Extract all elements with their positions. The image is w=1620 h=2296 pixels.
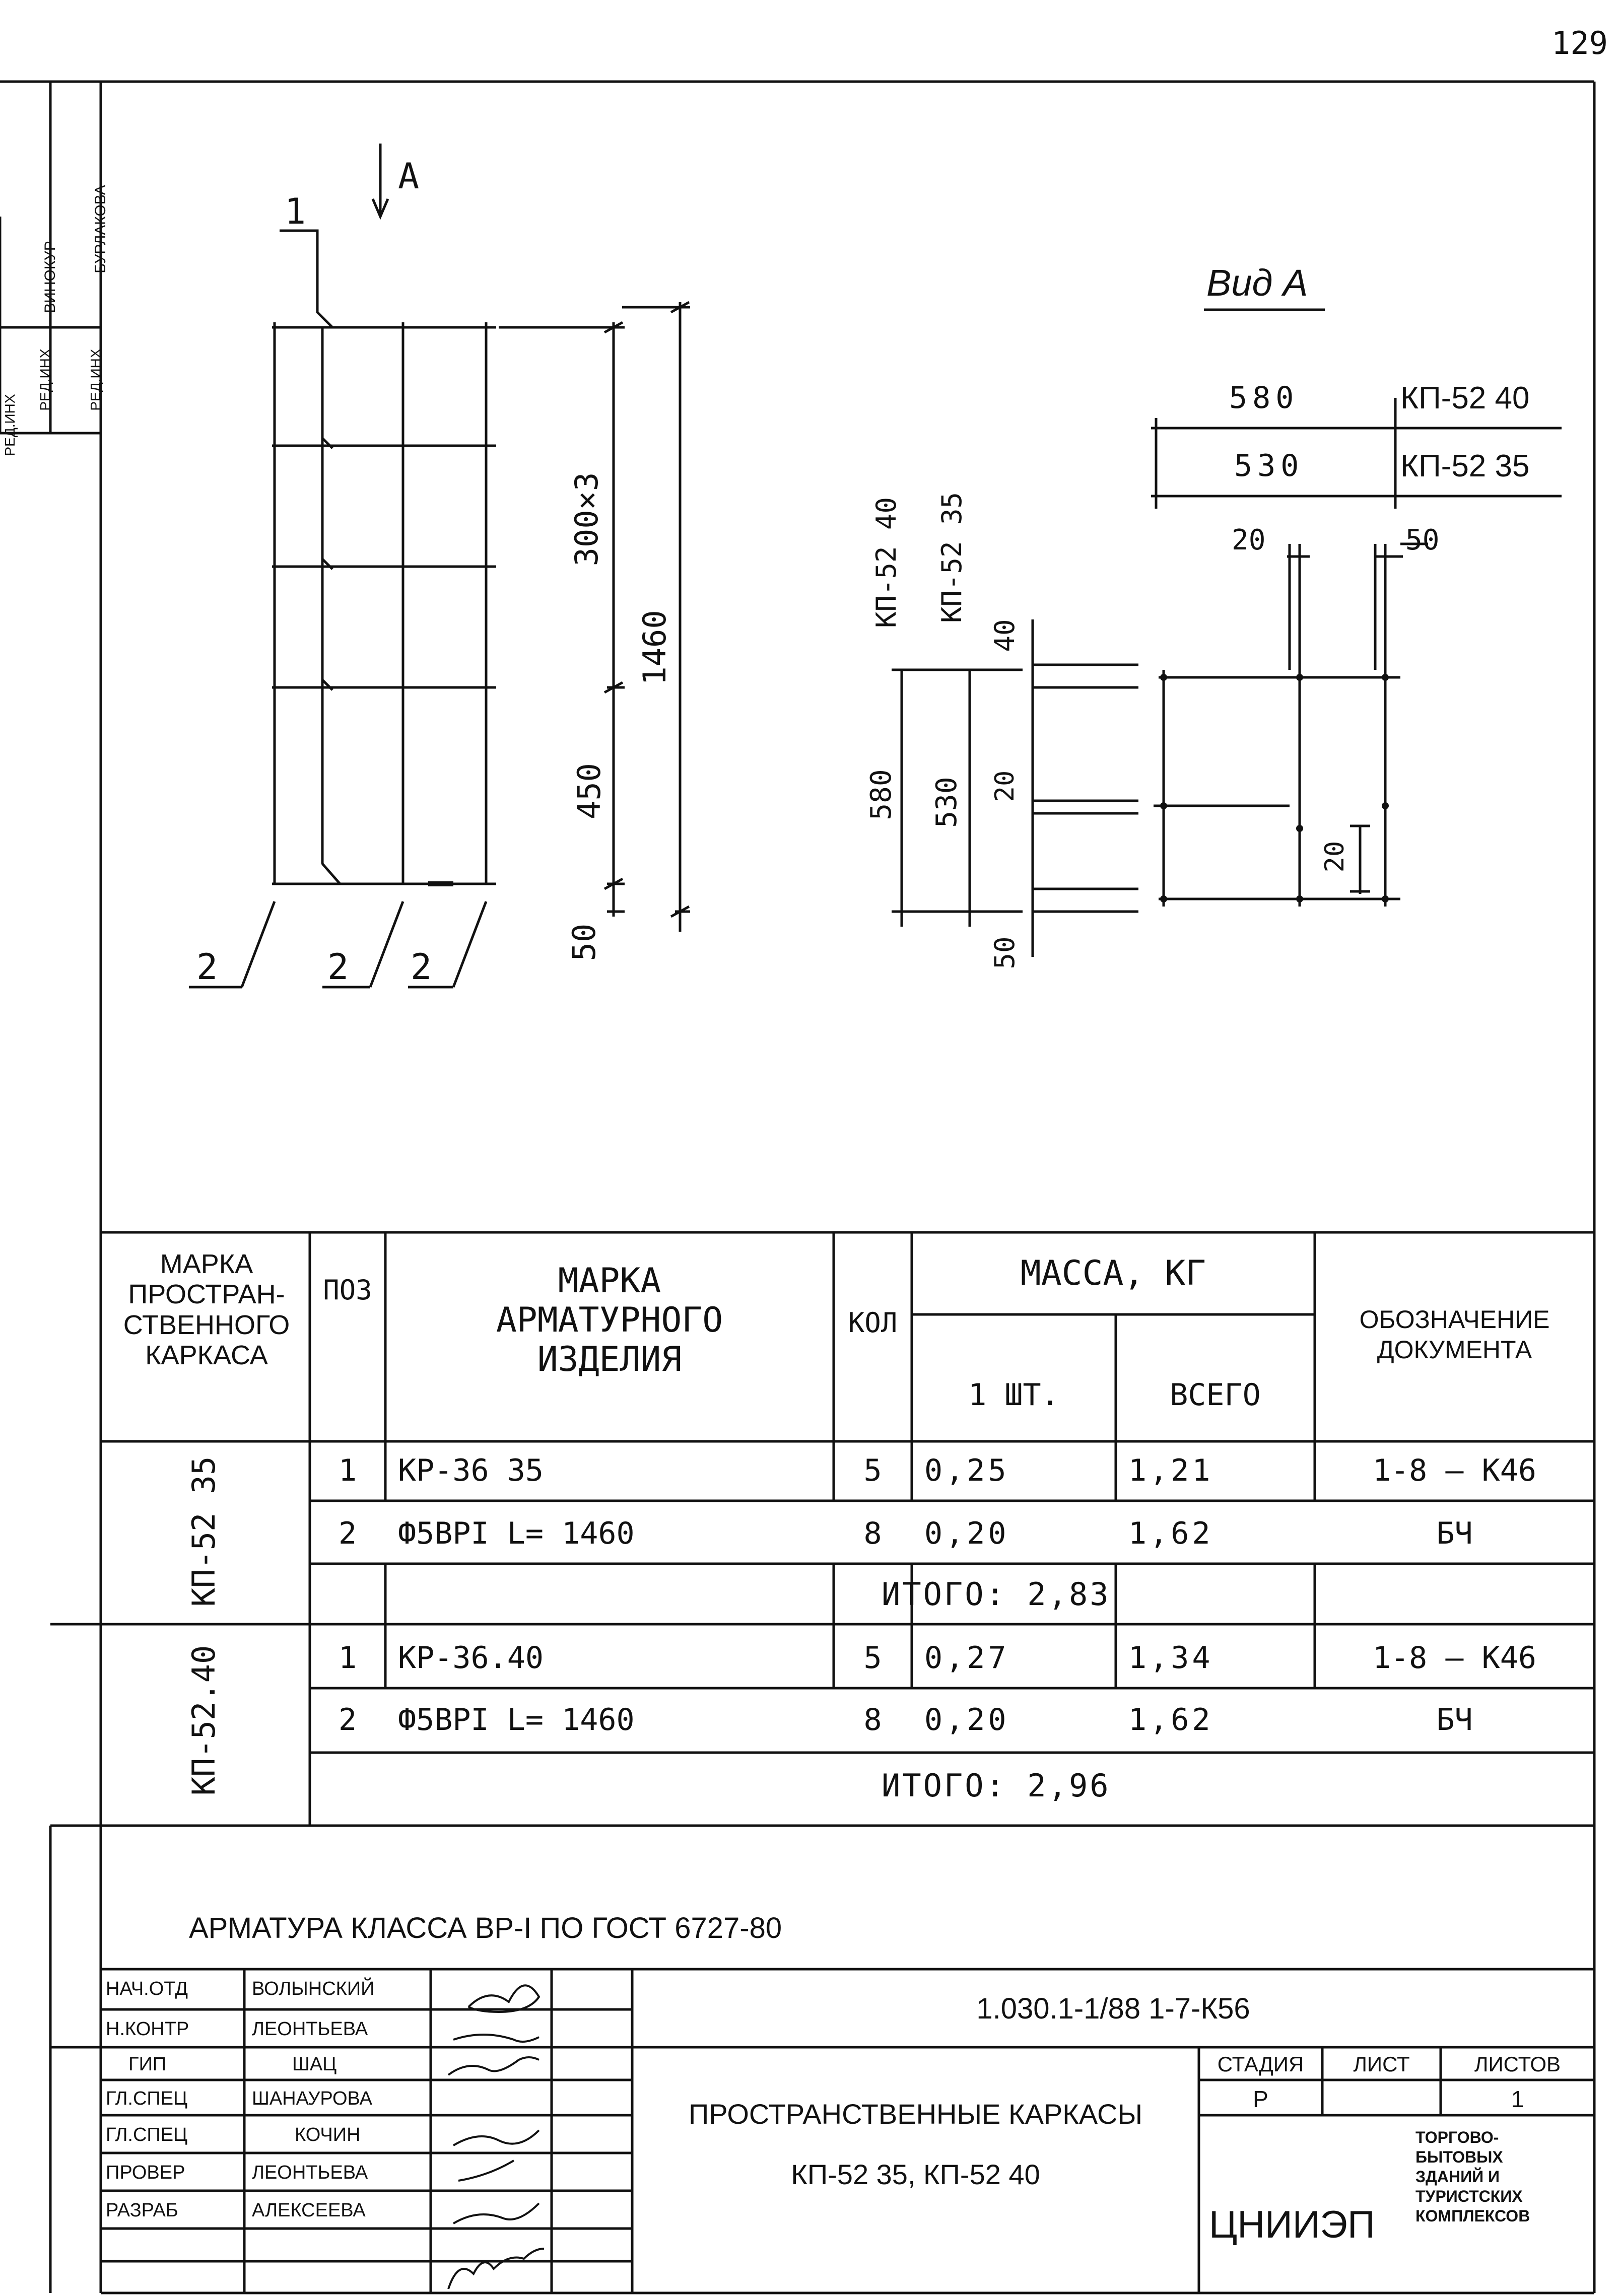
tb-name-7: АЛЕКСЕЕВА — [252, 2200, 366, 2221]
dim-530-left: 530 — [930, 777, 963, 828]
row-2-2-mass-total: 1,62 — [1128, 1702, 1213, 1737]
row-1-1-pos: 1 — [338, 1453, 357, 1488]
row-1-2-mass-one: 0,20 — [924, 1516, 1009, 1551]
sheet-label: ЛИСТ — [1353, 2052, 1410, 2076]
sheets-label: ЛИСТОВ — [1474, 2052, 1561, 2076]
total-group-2: ИТОГО: 2,96 — [882, 1767, 1111, 1804]
tb-name-5: КОЧИН — [295, 2124, 361, 2145]
row-1-1-qty: 5 — [863, 1453, 882, 1488]
header-mass-one: 1 ШТ. — [968, 1377, 1059, 1413]
row-2-1-qty: 5 — [863, 1640, 882, 1676]
side-stamp-role-2: РЕД.ИНХ — [88, 349, 103, 411]
vertical-mark-5235: КП-52 35 — [936, 492, 968, 623]
header-mass-total: ВСЕГО — [1170, 1377, 1261, 1413]
header-document: ОБОЗНАЧЕНИЕ ДОКУМЕНТА — [1359, 1305, 1550, 1364]
side-stamp-name-2: БУРЛАКОВА — [92, 185, 109, 273]
row-2-1-mass-one: 0,27 — [924, 1640, 1009, 1676]
dim-50-elevation: 50 — [566, 923, 602, 961]
dim-1460: 1460 — [636, 610, 673, 685]
tb-role-2: Н.КОНТР — [106, 2019, 189, 2040]
reinforcement-note: АРМАТУРА КЛАССА ВР-I ПО ГОСТ 6727-80 — [189, 1912, 782, 1944]
row-1-1-mass-total: 1,21 — [1128, 1453, 1213, 1488]
tb-name-6: ЛЕОНТЬЕВА — [252, 2162, 368, 2183]
row-2-1-mass-total: 1,34 — [1128, 1640, 1213, 1676]
row-1-2-mass-total: 1,62 — [1128, 1516, 1213, 1551]
row-2-2-mass-one: 0,20 — [924, 1702, 1009, 1737]
position-1-label: 1 — [285, 191, 306, 232]
tb-role-4: ГЛ.СПЕЦ — [106, 2088, 188, 2109]
position-2-label-b: 2 — [327, 946, 349, 988]
row-2-1-pos: 1 — [338, 1640, 357, 1676]
row-1-2-doc: БЧ — [1436, 1516, 1473, 1551]
dim-20-top: 20 — [1232, 524, 1266, 556]
row-1-1-doc: 1-8 — К46 — [1372, 1453, 1537, 1488]
row-2-2-item: Ф5ВРI L= 1460 — [398, 1702, 635, 1737]
row-1-2-qty: 8 — [863, 1516, 882, 1551]
position-2-label-a: 2 — [196, 946, 218, 988]
dim-580-top: 580 — [1229, 380, 1299, 415]
drawing-title-1: ПРОСТРАНСТВЕННЫЕ КАРКАСЫ — [688, 2098, 1143, 2130]
document-code: 1.030.1-1/88 1-7-К56 — [976, 1992, 1250, 2025]
organization-description: ТОРГОВО- БЫТОВЫХ ЗДАНИЙ И ТУРИСТСКИХ КОМПЛЕКСОВ — [1415, 2128, 1530, 2225]
total-group-1: ИТОГО: 2,83 — [882, 1576, 1111, 1613]
row-2-2-doc: БЧ — [1436, 1702, 1473, 1737]
tb-role-1: НАЧ.ОТД — [106, 1978, 188, 1999]
dim-530-top: 530 — [1234, 448, 1304, 483]
position-2-label-c: 2 — [411, 946, 432, 988]
drawing-title-2: КП-52 35, КП-52 40 — [791, 2159, 1040, 2190]
row-2-2-pos: 2 — [338, 1702, 357, 1737]
tb-role-3: ГИП — [128, 2054, 167, 2075]
tb-role-5: ГЛ.СПЕЦ — [106, 2124, 188, 2145]
row-1-2-item: Ф5ВРI L= 1460 — [398, 1516, 635, 1551]
side-stamp-role-0: РЕД.ИНХ — [2, 394, 18, 456]
dim-450: 450 — [571, 763, 608, 819]
dim-40: 40 — [989, 619, 1021, 652]
page-number: 129 — [1551, 25, 1608, 61]
stage-label: СТАДИЯ — [1217, 2052, 1304, 2076]
organization-name: ЦНИИЭП — [1209, 2203, 1375, 2246]
header-item-mark: МАРКА АРМАТУРНОГО ИЗДЕЛИЯ — [496, 1261, 723, 1380]
dim-20-left: 20 — [990, 770, 1020, 802]
frame-mark-group-1: КП-52 35 — [185, 1456, 222, 1607]
side-stamp-role-1: РЕД.ИНХ — [37, 349, 53, 411]
row-1-1-item: КР-36 35 — [398, 1453, 544, 1488]
dim-300x3: 300×3 — [568, 472, 605, 567]
vertical-mark-5240: КП-52 40 — [870, 497, 902, 629]
view-arrow-label: А — [398, 156, 420, 197]
tb-name-2: ЛЕОНТЬЕВА — [252, 2019, 368, 2040]
stage-value: Р — [1253, 2086, 1268, 2112]
sheets-value: 1 — [1511, 2086, 1524, 2112]
row-1-2-pos: 2 — [338, 1516, 357, 1551]
mark-5235-top: КП-52 35 — [1400, 449, 1530, 483]
header-quantity: КОЛ — [848, 1307, 898, 1339]
frame-mark-group-2: КП-52.40 — [185, 1645, 222, 1796]
tb-name-3: ШАЦ — [292, 2054, 337, 2075]
mark-5240-top: КП-52 40 — [1400, 381, 1530, 415]
dim-580-left: 580 — [865, 769, 898, 820]
header-position: ПОЗ — [323, 1274, 372, 1306]
row-2-1-doc: 1-8 — К46 — [1372, 1640, 1537, 1676]
side-stamp-name-1: ВИНОКУР — [42, 241, 58, 313]
header-mass: МАССА, КГ — [1020, 1254, 1206, 1293]
dim-50-left: 50 — [989, 936, 1021, 969]
row-2-1-item: КР-36.40 — [398, 1640, 544, 1676]
row-2-2-qty: 8 — [863, 1702, 882, 1737]
header-frame-mark: МАРКА ПРОСТРАН- СТВЕННОГО КАРКАСА — [123, 1249, 290, 1371]
tb-name-4: ШАНАУРОВА — [252, 2088, 372, 2109]
dim-20-right: 20 — [1320, 841, 1350, 873]
view-a-title: Вид А — [1206, 262, 1308, 304]
tb-role-6: ПРОВЕР — [106, 2162, 185, 2183]
tb-name-1: ВОЛЫНСКИЙ — [252, 1978, 375, 1999]
dim-50-top: 50 — [1405, 524, 1440, 556]
tb-role-7: РАЗРАБ — [106, 2200, 178, 2221]
row-1-1-mass-one: 0,25 — [924, 1453, 1009, 1488]
